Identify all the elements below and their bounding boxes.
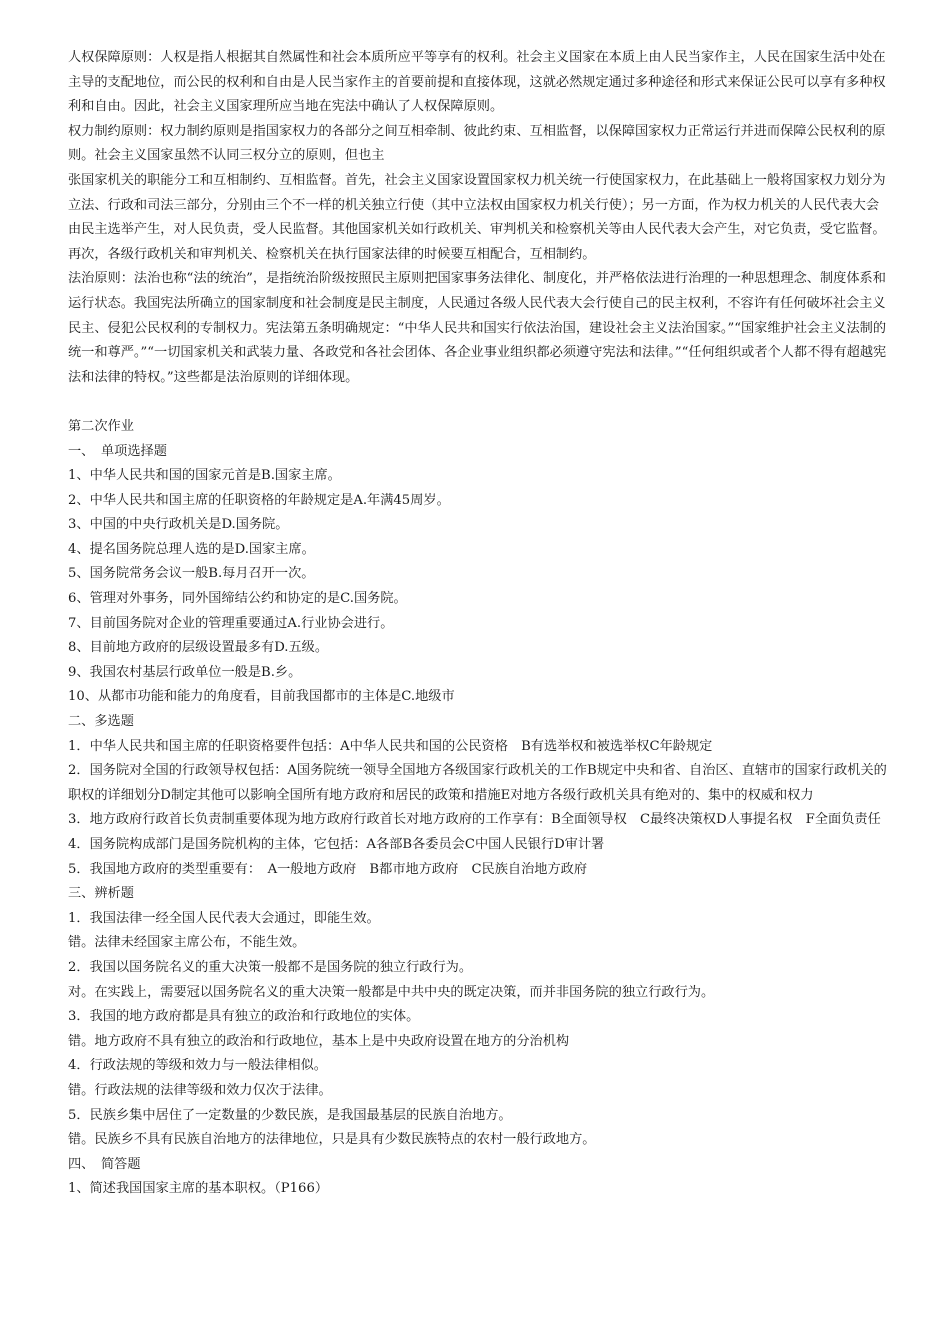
list-item: 8、目前地方政府的层级设置最多有D.五级。 xyxy=(68,640,329,656)
list-item: 2．国务院对全国的行政领导权包括：A国务院统一领导全国地方各级国家行政机关的工作B规定中央和省、自治区、直辖市的国家行政机关的职权的详细划分D制定其他可以影响全国所有地方政府和居民的政策和措施E对地方各级行政机关具有绝对的、集中的权威和权力 xyxy=(68,763,887,803)
heading-short-answer: 四、 简答题 xyxy=(68,1156,141,1172)
question-item: 1．我国法律一经全国人民代表大会通过，即能生效。 xyxy=(68,910,380,926)
list-item: 2、中华人民共和国主席的任职资格的年龄规定是A.年满45周岁。 xyxy=(68,492,450,508)
list-item: 6、管理对外事务，同外国缔结公约和协定的是C.国务院。 xyxy=(68,591,407,607)
question-item: 4．行政法规的等级和效力与一般法律相似。 xyxy=(68,1058,327,1074)
list-item: 10、从都市功能和能力的角度看，目前我国都市的主体是C.地级市 xyxy=(68,689,455,705)
list-item: 3、中国的中央行政机关是D.国务院。 xyxy=(68,517,289,533)
paragraph-human-rights: 人权保障原则：人权是指人根据其自然属性和社会本质所应平等享有的权利。社会主义国家在本质上由人民当家作主，人民在国家生活中处在主导的支配地位，而公民的权利和自由是人民当家作主的首要前提和直接体现，这就必然规定通过多种途径和形式来保证公民可以享有多种权利和自由。因此，社会主义国家理所应当地在宪法中确认了人权保障原则。 xyxy=(68,50,886,115)
list-item: 3．地方政府行政首长负责制重要体现为地方政府行政首长对地方政府的工作享有：B全面领导权 C最终决策权D人事提名权 F全面负责任 xyxy=(68,812,881,828)
answer-item: 对。在实践上，需要冠以国务院名义的重大决策一般都是中共中央的既定决策，而并非国务院的独立行政行为。 xyxy=(68,984,715,1000)
document-page xyxy=(68,46,888,1202)
list-item: 5、国务院常务会议一般B.每月召开一次。 xyxy=(68,566,315,582)
paragraph-power-restraint-cont: 张国家机关的职能分工和互相制约、互相监督。首先，社会主义国家设置国家权力机关统一行使国家权力，在此基础上一般将国家权力划分为立法、行政和司法三部分，分别由三个不一样的机关独立行使（其中立法权由国家权力机关行使）；另一方面，作为权力机关的人民代表大会由民主选举产生，对人民负责，受人民监督。其他国家机关如行政机关、审判机关和检察机关等由人民代表大会产生，对它负责，受它监督。再次，各级行政机关和审判机关、检察机关在执行国家法律的时候要互相配合，互相制约。 xyxy=(68,172,886,262)
question-item: 2．我国以国务院名义的重大决策一般都不是国务院的独立行政行为。 xyxy=(68,959,473,975)
list-item: 1．中华人民共和国主席的任职资格要件包括：A中华人民共和国的公民资格 B有选举权和被选举权C年龄规定 xyxy=(68,738,713,754)
answer-item: 错。行政法规的法律等级和效力仅次于法律。 xyxy=(68,1082,332,1098)
paragraph-power-restraint: 权力制约原则：权力制约原则是指国家权力的各部分之间互相牵制、彼此约束、互相监督，以保障国家权力正常运行并进而保障公民权利的原则。社会主义国家虽然不认同三权分立的原则，但也主 xyxy=(68,123,886,164)
heading-single-choice: 一、 单项选择题 xyxy=(68,443,167,459)
heading-discrimination: 三、辨析题 xyxy=(68,886,134,902)
list-item: 5．我国地方政府的类型重要有： A一般地方政府 B都市地方政府 C民族自治地方政府 xyxy=(68,861,588,877)
question-item: 5．民族乡集中居住了一定数量的少数民族，是我国最基层的民族自治地方。 xyxy=(68,1107,512,1123)
list-item: 7、目前国务院对企业的管理重要通过A.行业协会进行。 xyxy=(68,615,394,631)
blank-line xyxy=(68,390,888,415)
answer-item: 错。民族乡不具有民族自治地方的法律地位，只是具有少数民族特点的农村一般行政地方。 xyxy=(68,1132,596,1148)
question-item: 1、简述我国国家主席的基本职权。（P166） xyxy=(68,1181,329,1197)
list-item: 9、我国农村基层行政单位一般是B.乡。 xyxy=(68,664,302,680)
list-item: 4、提名国务院总理人选的是D.国家主席。 xyxy=(68,541,315,557)
answer-item: 错。地方政府不具有独立的政治和行政地位，基本上是中央政府设置在地方的分治机构 xyxy=(68,1033,570,1049)
paragraph-rule-of-law: 法治原则：法治也称“法的统治”，是指统治阶级按照民主原则把国家事务法律化、制度化，并严格依法进行治理的一种思想理念、制度体系和运行状态。我国宪法所确立的国家制度和社会制度是民主制度，人民通过各级人民代表大会行使自己的民主权利，不容许有任何破坏社会主义民主、侵犯公民权利的专制权力。宪法第五条明确规定：“中华人民共和国实行依法治国，建设社会主义法治国家。”“国家维护社会主义法制的统一和尊严。”“一切国家机关和武装力量、各政党和各社会团体、各企业事业组织都必须遵守宪法和法律。”“任何组织或者个人都不得有超越宪法和法律的特权。”这些都是法治原则的详细体现。 xyxy=(68,271,887,385)
answer-item: 错。法律未经国家主席公布，不能生效。 xyxy=(68,935,306,951)
list-item: 1、中华人民共和国的国家元首是B.国家主席。 xyxy=(68,468,341,484)
list-item: 4．国务院构成部门是国务院机构的主体，它包括：A各部B各委员会C中国人民银行D审计署 xyxy=(68,837,605,852)
question-item: 3．我国的地方政府都是具有独立的政治和行政地位的实体。 xyxy=(68,1009,420,1025)
section-title-second-homework: 第二次作业 xyxy=(68,418,134,434)
heading-multiple-choice: 二、多选题 xyxy=(68,714,134,730)
